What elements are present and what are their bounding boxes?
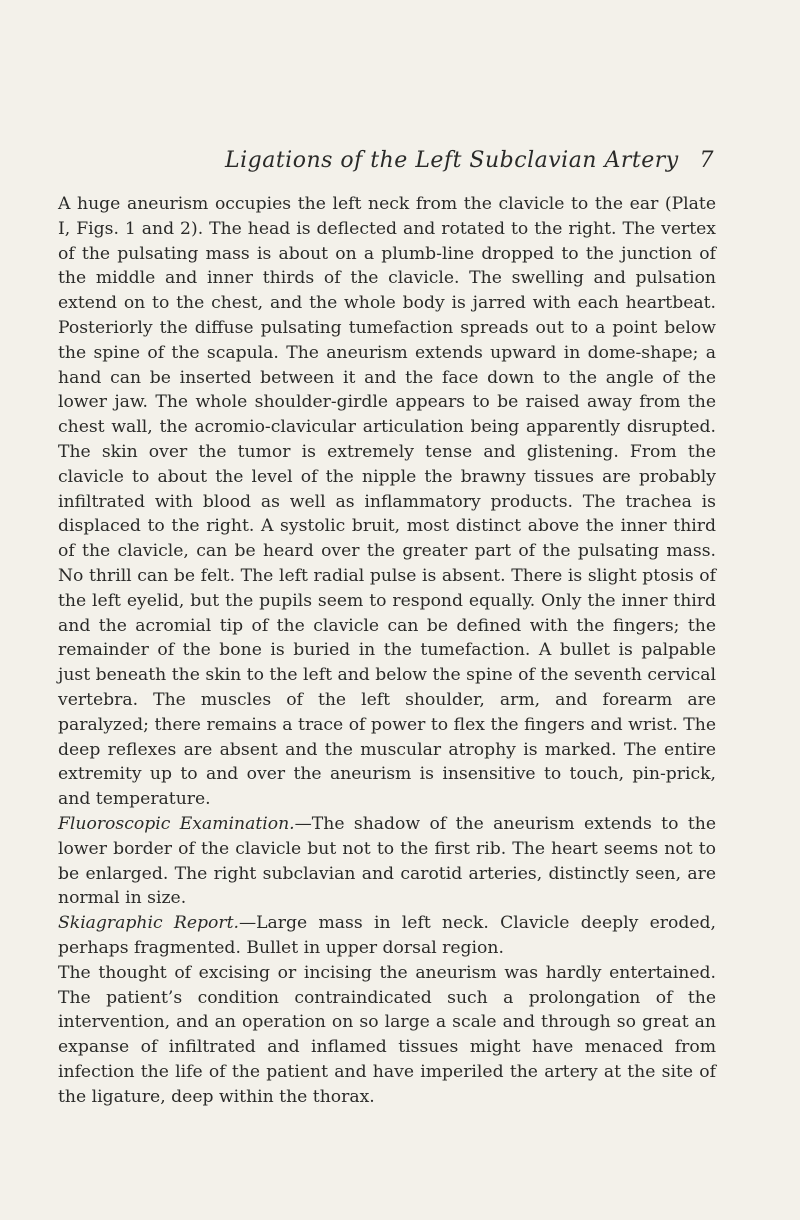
paragraph-fluoroscopic-examination	[58, 812, 716, 911]
book-page	[58, 148, 716, 1109]
page-number: 7	[699, 148, 714, 173]
running-head-title: Ligations of the Left Subclavian Artery	[225, 148, 679, 173]
fluoroscopic-text: —The shadow of the aneurism extends to the lower border of the clavicle but not to the first rib. The heart seems not to be enlarged. The right subclavian and carotid arteries, distinctly seen, are normal in size.	[58, 813, 716, 909]
paragraph-clinical-findings: A huge aneurism occupies the left neck from the clavicle to the ear (Plate I, Figs. 1 and 2). The head is deflected and rotated to the right. The vertex of the pulsating mass is about on a plumb-line dropped to the junction of the middle and inner thirds of the clavicle. The swelling and pulsation extend on to the chest, and the whole body is jarred with each heartbeat. Posteriorly the diffuse pulsating tumefaction spreads out to a point below the spine of the scapula. The aneurism extends upward in dome-shape; a hand can be inserted between it and the face down to the angle of the lower jaw. The whole shoulder-girdle appears to be raised away from the chest wall, the acromio-clavicular articulation being apparently disrupted. The skin over the tumor is extremely tense and glistening. From the clavicle to about the level of the nipple the brawny tissues are probably infiltrated with blood as well as inflammatory products. The trachea is displaced to the right. A systolic bruit, most distinct above the inner third of the clavicle, can be heard over the greater part of the pulsating mass. No thrill can be felt. The left radial pulse is absent. There is slight ptosis of the left eyelid, but the pupils seem to respond equally. Only the inner third and the acromial tip of the clavicle can be defined with the fingers; the remainder of the bone is buried in the tumefaction. A bullet is palpable just beneath the skin to the left and below the spine of the seventh cervical vertebra. The muscles of the left shoulder, arm, and forearm are paralyzed; there remains a trace of power to flex the fingers and wrist. The deep reflexes are absent and the muscular atrophy is marked. The entire extremity up to and over the aneurism is insensitive to touch, pin-prick, and temperature.	[58, 194, 716, 810]
paragraph-skiagraphic-report	[58, 911, 716, 961]
skiagraphic-heading: Skiagraphic Report.	[58, 913, 239, 934]
body-text	[58, 192, 716, 1109]
skiagraphic-text: —Large mass in left neck. Clavicle deeply eroded, perhaps fragmented. Bullet in upper dorsal region.	[58, 913, 716, 958]
running-head	[58, 148, 716, 178]
fluoroscopic-heading: Fluoroscopic Examination.	[58, 813, 295, 834]
paragraph-operative-decision: The thought of excising or incising the aneurism was hardly entertained. The patient’s condition contraindicated such a prolongation of the intervention, and an operation on so large a scale and through so great an expanse of infiltrated and inflamed tissues might have menaced from infection the life of the patient and have imperiled the artery at the site of the ligature, deep within the thorax.	[58, 962, 716, 1107]
